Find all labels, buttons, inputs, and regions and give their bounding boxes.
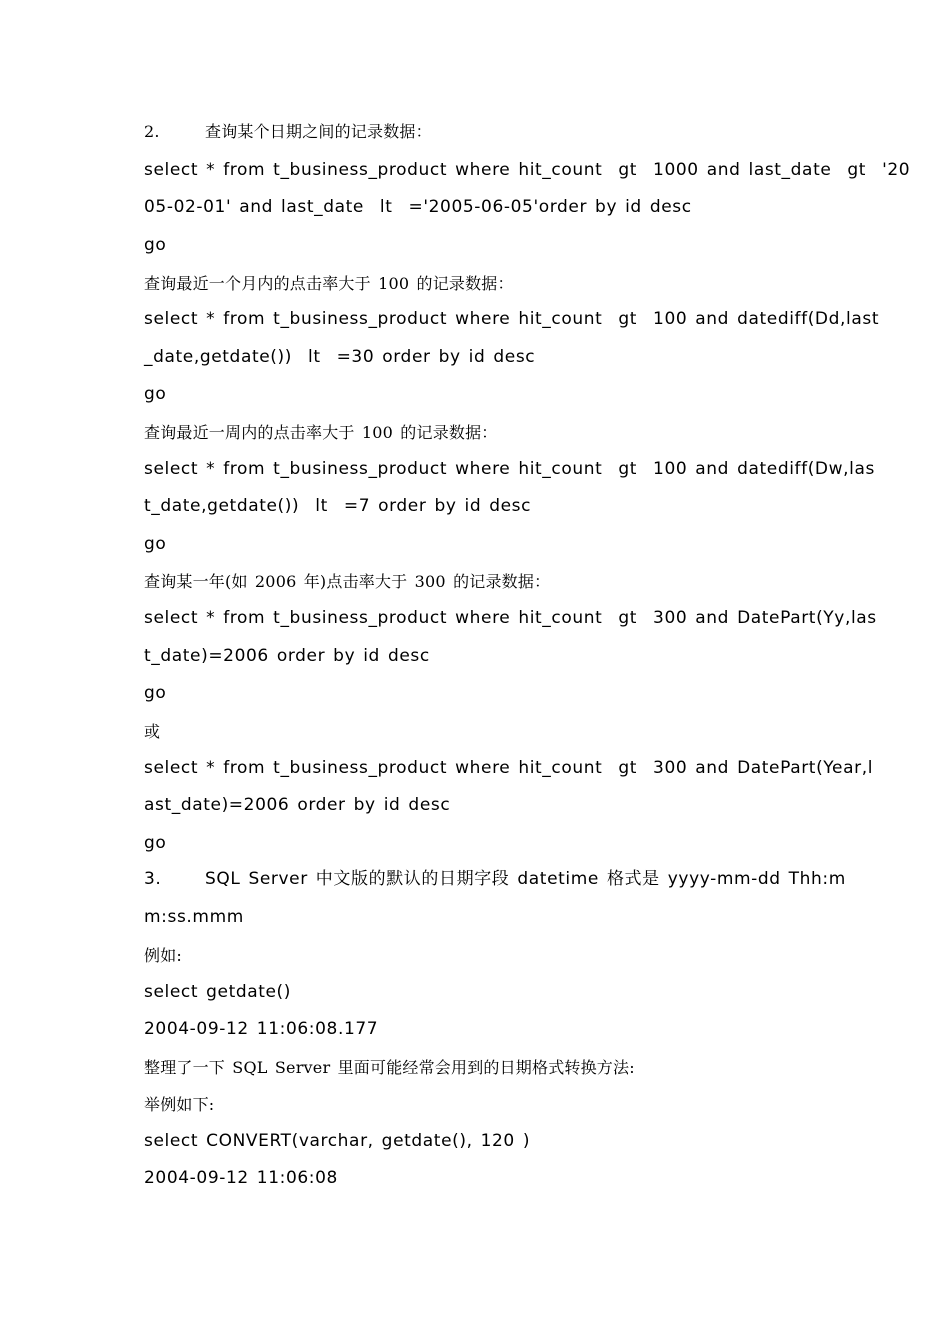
code-line: 05-02-01' and last_date lt ='2005-06-05'order by id desc — [144, 197, 692, 217]
section-number: 2. — [144, 122, 160, 141]
code-line: t_date)=2006 order by id desc — [144, 646, 430, 666]
description-line: 整理了一下 SQL Server 里面可能经常会用到的日期格式转换方法: — [144, 1058, 635, 1077]
code-line: select * from t_business_product where hit_count gt 300 and DatePart(Year,l — [144, 758, 874, 778]
description-line: 查询最近一个月内的点击率大于 100 的记录数据： — [144, 274, 514, 293]
code-line: select * from t_business_product where hit_count gt 100 and datediff(Dd,last — [144, 309, 880, 329]
code-line: go — [144, 683, 167, 703]
code-line: select CONVERT(varchar, getdate(), 120 ) — [144, 1131, 531, 1151]
description-line: 例如: — [144, 946, 182, 965]
section-heading-2 — [144, 121, 432, 143]
description-line: 举例如下: — [144, 1095, 215, 1114]
section-heading-3 — [144, 868, 846, 890]
code-line: select * from t_business_product where hit_count gt 300 and DatePart(Yy,las — [144, 608, 877, 628]
description-line: 查询某一年(如 2006 年)点击率大于 300 的记录数据： — [144, 572, 551, 591]
code-line: go — [144, 384, 167, 404]
code-line: select * from t_business_product where hit_count gt 100 and datediff(Dw,las — [144, 459, 875, 479]
section-number: 3. — [144, 869, 162, 889]
code-line: t_date,getdate()) lt =7 order by id desc — [144, 496, 532, 516]
output-line: 2004-09-12 11:06:08 — [144, 1168, 338, 1188]
code-line: select getdate() — [144, 982, 292, 1002]
description-line: 查询最近一周内的点击率大于 100 的记录数据： — [144, 423, 498, 442]
code-line: go — [144, 235, 167, 255]
description-line: 或 — [144, 722, 161, 741]
code-line: select * from t_business_product where hit_count gt 1000 and last_date gt '20 — [144, 160, 911, 180]
code-line: m:ss.mmm — [144, 907, 244, 927]
code-line: ast_date)=2006 order by id desc — [144, 795, 451, 815]
section-title: SQL Server 中文版的默认的日期字段 datetime 格式是 yyyy-mm-dd Thh:m — [205, 869, 846, 889]
code-line: go — [144, 534, 167, 554]
code-line: _date,getdate()) lt =30 order by id desc — [144, 347, 536, 367]
section-title: 查询某个日期之间的记录数据： — [205, 122, 432, 141]
output-line: 2004-09-12 11:06:08.177 — [144, 1019, 379, 1039]
code-line: go — [144, 833, 167, 853]
